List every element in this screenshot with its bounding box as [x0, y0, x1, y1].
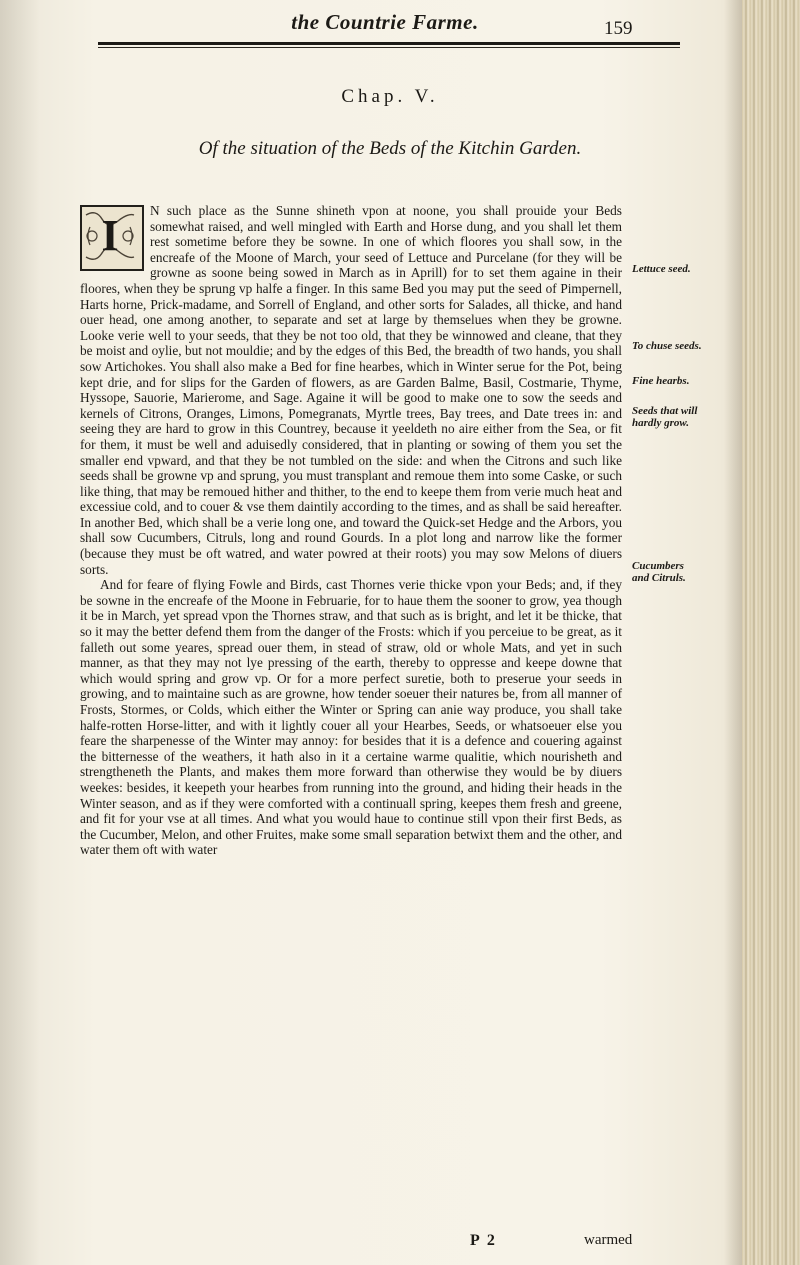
header-rule [98, 42, 680, 45]
catchword: warmed [584, 1232, 633, 1248]
body-text [80, 203, 622, 858]
decorated-initial [80, 205, 144, 271]
initial-letter: I [101, 211, 119, 260]
paragraph-2: And for feare of flying Fowle and Birds, cast Thornes verie thicke vpon your Beds; and, if they be sowne in the encreafe of the Moone in Februarie, for to haue them the sooner to grow, yea though it be in March, yet spread vpon the Thornes straw, and that such as is bright, and let it be thicke, that so it may the better defend them from the danger of the Frosts: which if you perceiue to be great, as it falleth out some yeares, spread ouer them, in stead of straw, old or whole Mats, and yet in such manner, as that they may not lye pressing of the earth, thereby to oppresse and keepe downe that which would spring and grow vp. Or for a more perfect suretie, both to preserue your seeds in growing, and to maintaine such as are growne, how tender soeuer their natures be, from all manner of Frosts, Stormes, or Colds, which either the Winter or Spring can anie way produce, you shall take halfe-rotten Horse-litter, and with it lightly couer all your Hearbes, Seeds, or whatsoeuer else you feare the sharpenesse of the Winter may annoy: for besides that it is a defence and couering against the bitternesse of the weathers, it hath also in it a certaine warme qualitie, which nourisheth and strengtheneth the Plants, and makes them more forward than otherwise they would be by diuers weekes: besides, it keepeth your hearbes from running into the ground, and hiding their heads in the Winter season, and as if they were comforted with a continuall spring, keepes them fresh and greene, and fit for your vse at all times. And what you would haue to continue still vpon their first Beds, as the Cucumber, Melon, and other Fruites, make some small separation betwixt them and the other, and water them oft with water [80, 577, 622, 858]
page-edge-shadow [0, 0, 40, 1265]
chapter-heading: Chap. V. [341, 86, 439, 107]
margin-note-hardly-grow: Seeds that will hardly grow. [632, 405, 698, 429]
margin-note-cucumbers: Cucumbers and Citruls. [632, 560, 686, 584]
gutter-shadow [724, 0, 742, 1265]
page-number: 159 [604, 18, 633, 39]
running-head: the Countrie Farme. [291, 10, 479, 34]
paragraph-1-text: N such place as the Sunne shineth vpon at noone, you shall prouide your Beds somewhat raised, and well mingled with Earth and Horse dung, and you shall let them rest sometime before they be sowne. In one of which floores you shall sow, in the encreafe of the Moone of March, your seed of Lettuce and Purcelane (for they will be growne as soone being sowed in March as in Aprill) for to set them againe in their floores, when they be sprung vp halfe a finger. In this same Bed you may put the seed of Pimpernell, Harts horne, Prick-madame, and Sorrell of England, and other sorts for Salades, all thicke, and hand ouer head, one among another, to separate and set at large by themselues when they be growne. Looke verie well to your seeds, that they be not too old, that they be winnowed and cleane, that they be moist and oylie, but not mouldie; and by the edges of this Bed, the breadth of two hands, you shall sow Artichokes. You shall also make a Bed for fine hearbes, which in Winter serue for the Pot, being kept drie, and for slips for the Garden of flowers, as are Garden Balme, Basil, Costmarie, Thyme, Hyssope, Sauorie, Marierome, and Sage. Againe it will be good to make one to sow the seeds and kernels of Citrons, Oranges, Limons, Pomegranats, Myrtle trees, Bay trees, and Date trees in: and seeing they are hard to grow in this Countrey, because it yeeldeth no aire either from the Sea, or fit for them, it must be well and aduisedly considered, that in planting or sowing of them you set the smaller end vpward, and that they be not tumbled on the side: and when the Citrons and such like seeds shall be growne vp and sprung, you must transplant and remoue them into some Caske, or such like thing, that may be remoued hither and thither, to the end to keepe them from verie much heat and excessiue cold, and to couer & vse them daintily according to the times, and as shall be said hereafter. In another Bed, which shall be a verie long one, and toward the Quick-set Hedge and the Arbors, you shall sow Cucumbers, Citruls, long and round Gourds. In a plot long and narrow like the former (because they must be oft watred, and water powred at their roots) you may sow Melons of diuers sorts. [80, 203, 622, 577]
margin-note-lettuce: Lettuce seed. [632, 263, 691, 275]
chapter-subtitle: Of the situation of the Beds of the Kitchin Garden. [198, 138, 582, 159]
book-binding-edge [742, 0, 800, 1265]
margin-note-hearbs: Fine hearbs. [632, 375, 690, 387]
header-rule-thin [98, 47, 680, 48]
paragraph-1 [80, 203, 622, 577]
signature-mark: P 2 [470, 1232, 497, 1249]
margin-note-seeds: To chuse seeds. [632, 340, 702, 352]
